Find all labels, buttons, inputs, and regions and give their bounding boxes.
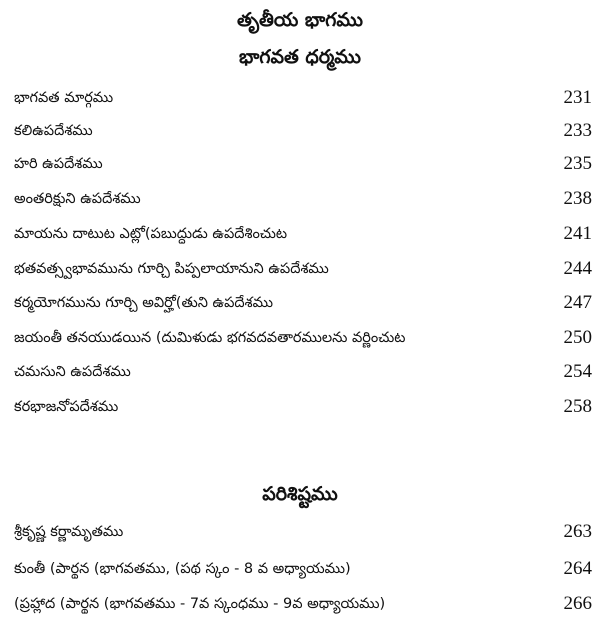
- toc-entry: [14, 117, 592, 145]
- toc-entry: [14, 393, 592, 421]
- toc-entry-title: అంతరిక్షుని ఉపదేశము: [14, 191, 141, 207]
- toc-entry-title: కర్మయోగమును గూర్చి అవిర్హో(తుని ఉపదేశము: [14, 295, 273, 311]
- toc-entry-page: 233: [563, 120, 592, 141]
- toc-entry: [14, 185, 592, 213]
- toc-entry-page: 241: [563, 223, 592, 244]
- toc-entry-page: 244: [563, 258, 592, 279]
- toc-entry: [14, 324, 592, 352]
- toc-entry-title: చమసుని ఉపదేశము: [14, 364, 131, 380]
- appendix-entry: [14, 518, 592, 546]
- toc-entry: [14, 220, 592, 248]
- toc-entry-title: భతవత్స్వభావమును గూర్చి పిప్పలాయానుని ఉపదేశము: [14, 261, 329, 277]
- toc-entry-page: 250: [563, 327, 592, 348]
- appendix-entry-title: కుంతీ (పార్థన (భాగవతము, (పథ స్కం - 8 వ అధ్యాయము): [14, 561, 351, 577]
- toc-entry: [14, 255, 592, 283]
- chapter-heading: భాగవత ధర్మము: [239, 46, 361, 68]
- appendix-entry-title: శ్రీకృష్ణ కర్ణామృతము: [14, 524, 124, 540]
- appendix-entry-page: 266: [563, 593, 592, 614]
- appendix-entry-page: 264: [563, 558, 592, 579]
- toc-entry: [14, 289, 592, 317]
- toc-entry-title: భాగవత మార్గము: [14, 90, 114, 106]
- toc-entry-page: 258: [563, 396, 592, 417]
- toc-entry: [14, 84, 592, 112]
- toc-entry: [14, 358, 592, 386]
- toc-entry-page: 247: [563, 292, 592, 313]
- toc-entry-title: హరి ఉపదేశము: [14, 156, 103, 172]
- appendix-entry-page: 263: [563, 521, 592, 542]
- toc-entry-title: కలిఉపదేశము: [14, 123, 93, 139]
- toc-entry-page: 254: [563, 361, 592, 382]
- part-heading: తృతీయ భాగము: [236, 9, 363, 31]
- appendix-entry: [14, 555, 592, 583]
- toc-entry-page: 238: [563, 188, 592, 209]
- toc-entry-title: మాయను దాటుట ఎట్లో(పబుద్ధుడు ఉపదేశించుట: [14, 226, 288, 242]
- appendix-entry-title: (ప్రహ్లాద (పార్థన (భాగవతము - 7వ స్కంధము - 9వ అధ్యాయము): [14, 596, 386, 612]
- toc-entry-page: 235: [563, 153, 592, 174]
- toc-entry-title: కరభాజనోపదేశము: [14, 399, 119, 415]
- appendix-heading: పరిశిష్టము: [262, 483, 338, 505]
- appendix-entry: [14, 590, 592, 618]
- toc-entry-title: జయంతీ తనయుడయిన (దుమిళుడు భగవదవతారములను వర్ణించుట: [14, 330, 406, 346]
- toc-entry: [14, 150, 592, 178]
- toc-entry-page: 231: [563, 87, 592, 108]
